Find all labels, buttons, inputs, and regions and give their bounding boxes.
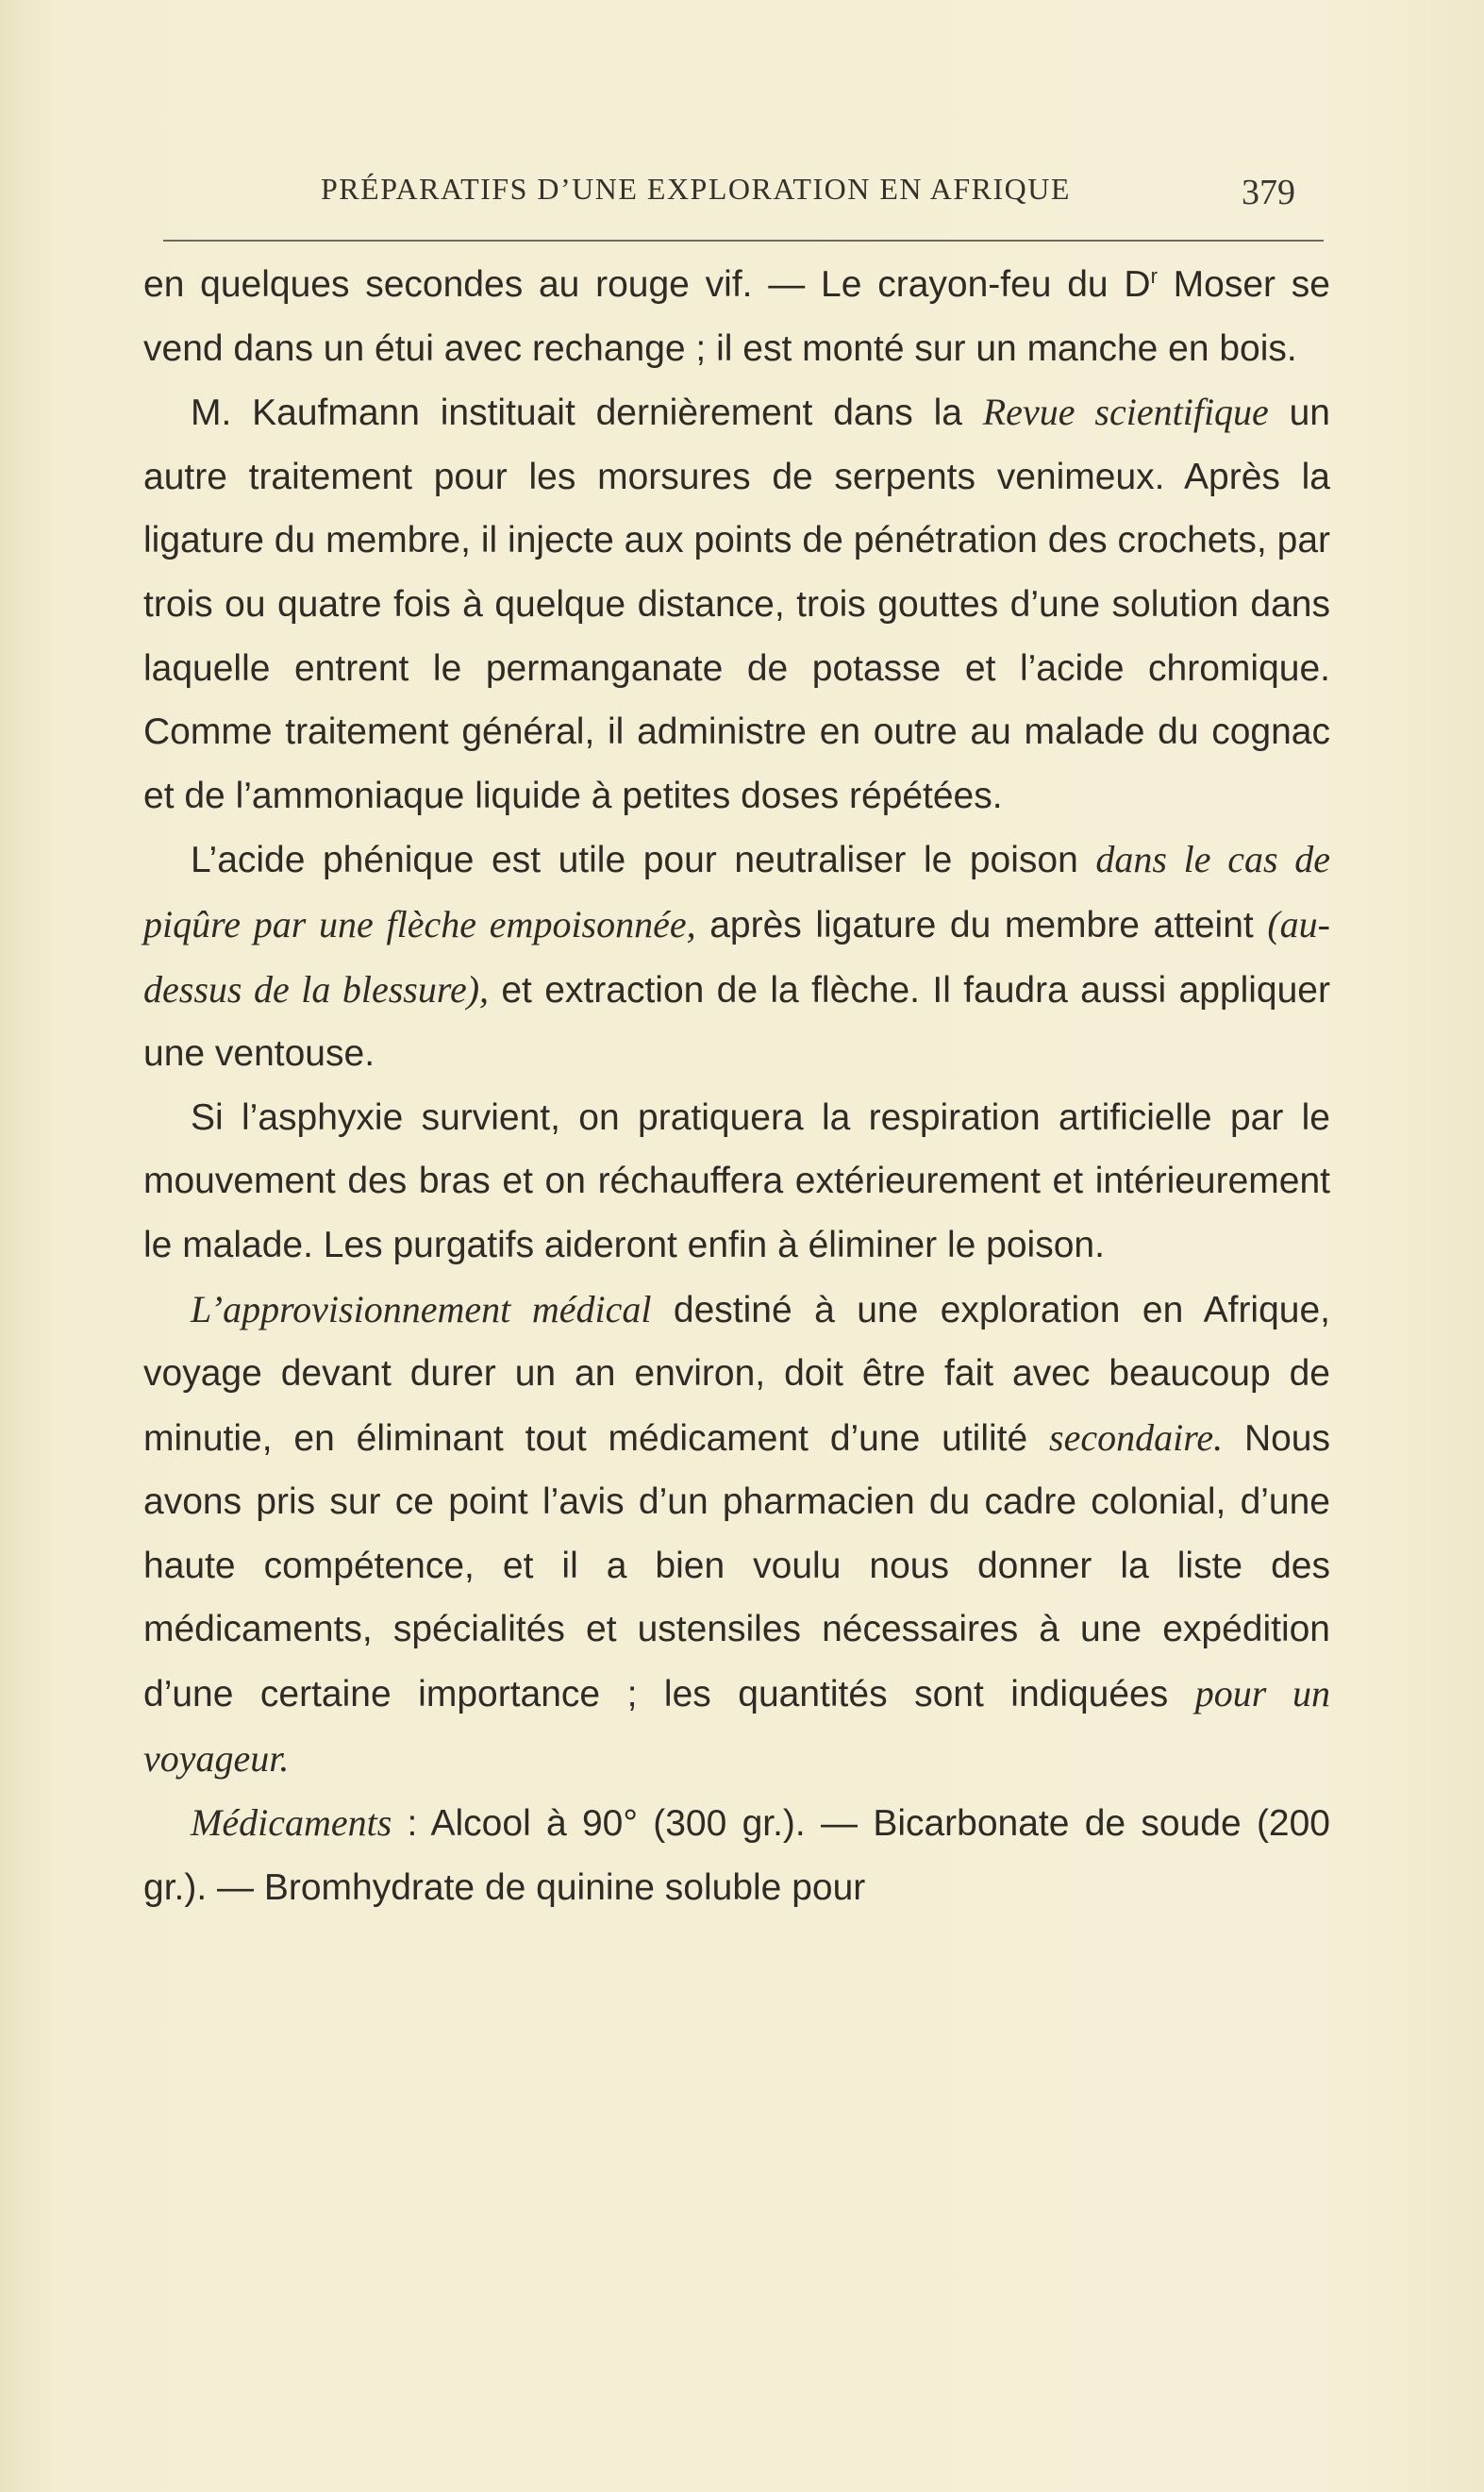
paragraph-1 [143,253,1330,380]
p1-text-1: en quelques secondes au rouge vif. — Le crayon-feu du D [143,264,1151,305]
header-rule [163,240,1324,242]
paragraph-4 [143,1086,1330,1278]
p5-italic-1: L’approvisionnement médical [191,1287,652,1330]
title-apostrophe: ’ [559,172,573,206]
body-text [143,253,1330,1919]
paragraph-6 [143,1791,1330,1919]
chapter-title [321,172,1071,207]
paragraph-3 [143,828,1330,1085]
running-head [0,160,1484,217]
title-part-1: PRÉPARATIFS D [321,172,560,206]
p3-italic-1: dans le cas de piqûre par une flèche empoisonnée, [143,838,1330,945]
p3-italic-2: (au-dessus de la blessure), [143,902,1330,1011]
p3-text-2: après ligature du membre atteint [695,904,1268,945]
paragraph-5 [143,1278,1330,1792]
p5-italic-3: pour un voyageur. [143,1672,1330,1780]
p6-text-1: : Alcool à 90° (300 gr.). — Bicarbonate de soude (200 gr.). — Bromhydrate de quinine soluble pour [143,1803,1330,1908]
p4-text-1: Si l’asphyxie survient, on pratiquera la respiration artificielle par le mouvement des bras et on réchauffera extérieurement et intérieurement le malade. Les purgatifs aideront enfin à éliminer le poison. [143,1096,1330,1265]
p5-italic-2: secondaire. [1049,1415,1224,1459]
p5-text-1: destiné à une exploration en Afrique, voyage devant durer un an environ, doit être fait avec beaucoup de minutie, en éliminant tout médicament d’une utilité [143,1289,1330,1459]
p3-text-3: et extraction de la flèche. Il faudra aussi appliquer une ventouse. [143,969,1330,1075]
p6-italic-1: Médicaments [191,1801,392,1845]
p3-text-1: L’acide phénique est utile pour neutraliser le poison [191,840,1096,881]
p2-text-2: un autre traitement pour les morsures de serpents venimeux. Après la ligature du membre, il injecte aux points de pénétration des crochets, par trois ou quatre fois à quelque distance, trois gouttes d’une solution dans laquelle entrent le permanganate de potasse et l’acide chromique. Comme traitement général, il administre en outre au malade du cognac et de l’ammoniaque liquide à petites doses répétées. [143,393,1331,816]
page-number: 379 [1242,173,1295,212]
p5-text-2: Nous avons pris sur ce point l’avis d’un pharmacien du cadre colonial, d’une haute compétence, et il a bien voulu nous donner la liste des médicaments, spécialités et ustensiles nécessaires à une expédition d’une certaine importance ; les quantités sont indiquées [143,1417,1330,1715]
p1-superscript: r [1150,264,1158,288]
p2-text-1: M. Kaufmann instituait dernièrement dans la [191,393,983,434]
title-part-2: UNE EXPLORATION EN AFRIQUE [572,172,1071,206]
p1-text-2: Moser se vend dans un étui avec rechange ; il est monté sur un manche en bois. [143,264,1330,369]
p2-italic-1: Revue scientifique [982,391,1269,434]
paragraph-2 [143,380,1330,828]
